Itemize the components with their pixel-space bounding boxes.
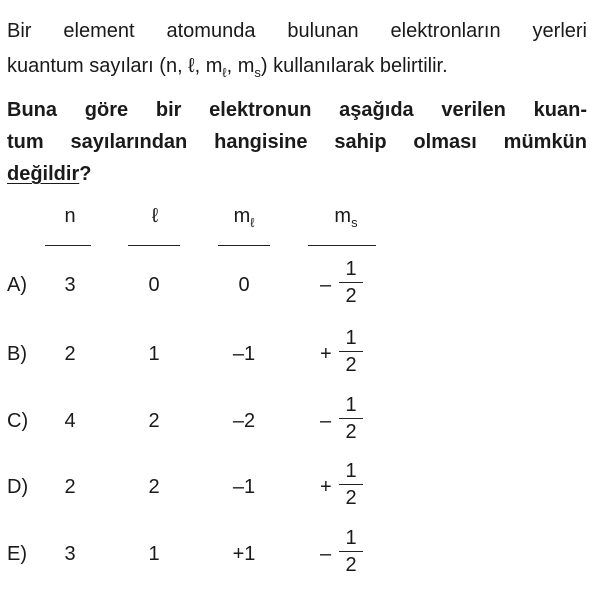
value-n: 2 [64, 476, 76, 498]
header-ms-m: m [334, 205, 352, 227]
question-line-3 [7, 158, 587, 190]
option-a[interactable] [0, 258, 595, 318]
intro-line-2 [7, 49, 587, 85]
fraction-numerator: 1 [345, 258, 357, 280]
intro-text [7, 14, 587, 85]
option-label: C) [7, 410, 29, 432]
value-n: 4 [64, 410, 76, 432]
value-ms-sign: + [320, 476, 332, 498]
intro-line-2-start: kuantum sayıları (n, ℓ, m [7, 55, 223, 77]
header-n: n [64, 205, 76, 227]
value-l: 0 [148, 274, 160, 296]
header-ml [224, 205, 264, 228]
value-ms-fraction [339, 327, 363, 376]
intro-sub-l: ℓ [222, 65, 227, 80]
intro-sub-s: s [254, 65, 261, 80]
value-l: 1 [148, 543, 160, 565]
option-label: B) [7, 343, 27, 365]
value-n: 3 [64, 274, 76, 296]
question-mark: ? [79, 163, 92, 185]
question-line-1: Buna göre bir elektronun aşağıda verilen kuan- [7, 99, 587, 121]
value-ms-fraction [339, 460, 363, 509]
value-l: 2 [148, 476, 160, 498]
value-ms-fraction [339, 527, 363, 576]
fraction-bar [339, 282, 363, 283]
value-ml: 0 [238, 274, 250, 296]
value-n: 2 [64, 343, 76, 365]
value-ms-sign: + [320, 343, 332, 365]
value-ms-sign: – [320, 410, 332, 432]
header-ml-rule [218, 245, 270, 246]
value-ml: –1 [232, 343, 256, 365]
header-ms [326, 205, 366, 228]
value-n: 3 [64, 543, 76, 565]
intro-line-2-mid: , m [226, 55, 255, 77]
option-b[interactable] [0, 327, 595, 387]
option-d[interactable] [0, 460, 595, 520]
fraction-numerator: 1 [345, 394, 357, 416]
intro-line-2-end: ) kullanılarak belirtilir. [260, 55, 448, 77]
option-label: D) [7, 476, 29, 498]
fraction-denominator: 2 [345, 354, 357, 376]
intro-line-1: Bir element atomunda bulunan elektronların yerleri [7, 20, 587, 42]
header-ml-m: m [233, 205, 251, 227]
question-text [7, 94, 587, 190]
fraction-denominator: 2 [345, 554, 357, 576]
header-ml-sub: ℓ [250, 215, 255, 230]
fraction-denominator: 2 [345, 285, 357, 307]
fraction-denominator: 2 [345, 487, 357, 509]
value-ms-fraction [339, 258, 363, 307]
option-label: E) [7, 543, 27, 565]
question-negation: değildir [7, 163, 80, 185]
fraction-denominator: 2 [345, 421, 357, 443]
header-n-rule [45, 245, 91, 246]
fraction-bar [339, 351, 363, 352]
value-l: 1 [148, 343, 160, 365]
option-label: A) [7, 274, 27, 296]
header-l-rule [128, 245, 180, 246]
header-l: ℓ [151, 205, 159, 227]
value-ml: –2 [232, 410, 256, 432]
value-l: 2 [148, 410, 160, 432]
option-c[interactable] [0, 394, 595, 454]
option-e[interactable] [0, 527, 595, 587]
fraction-numerator: 1 [345, 527, 357, 549]
fraction-numerator: 1 [345, 327, 357, 349]
value-ms-sign: – [320, 274, 332, 296]
value-ms-sign: – [320, 543, 332, 565]
value-ms-fraction [339, 394, 363, 443]
header-ms-rule [308, 245, 376, 246]
value-ml: –1 [232, 476, 256, 498]
fraction-bar [339, 551, 363, 552]
fraction-numerator: 1 [345, 460, 357, 482]
fraction-bar [339, 484, 363, 485]
value-ml: +1 [232, 543, 256, 565]
header-ms-sub: s [351, 215, 358, 230]
question-line-2: tum sayılarından hangisine sahip olması mümkün [7, 131, 587, 153]
fraction-bar [339, 418, 363, 419]
